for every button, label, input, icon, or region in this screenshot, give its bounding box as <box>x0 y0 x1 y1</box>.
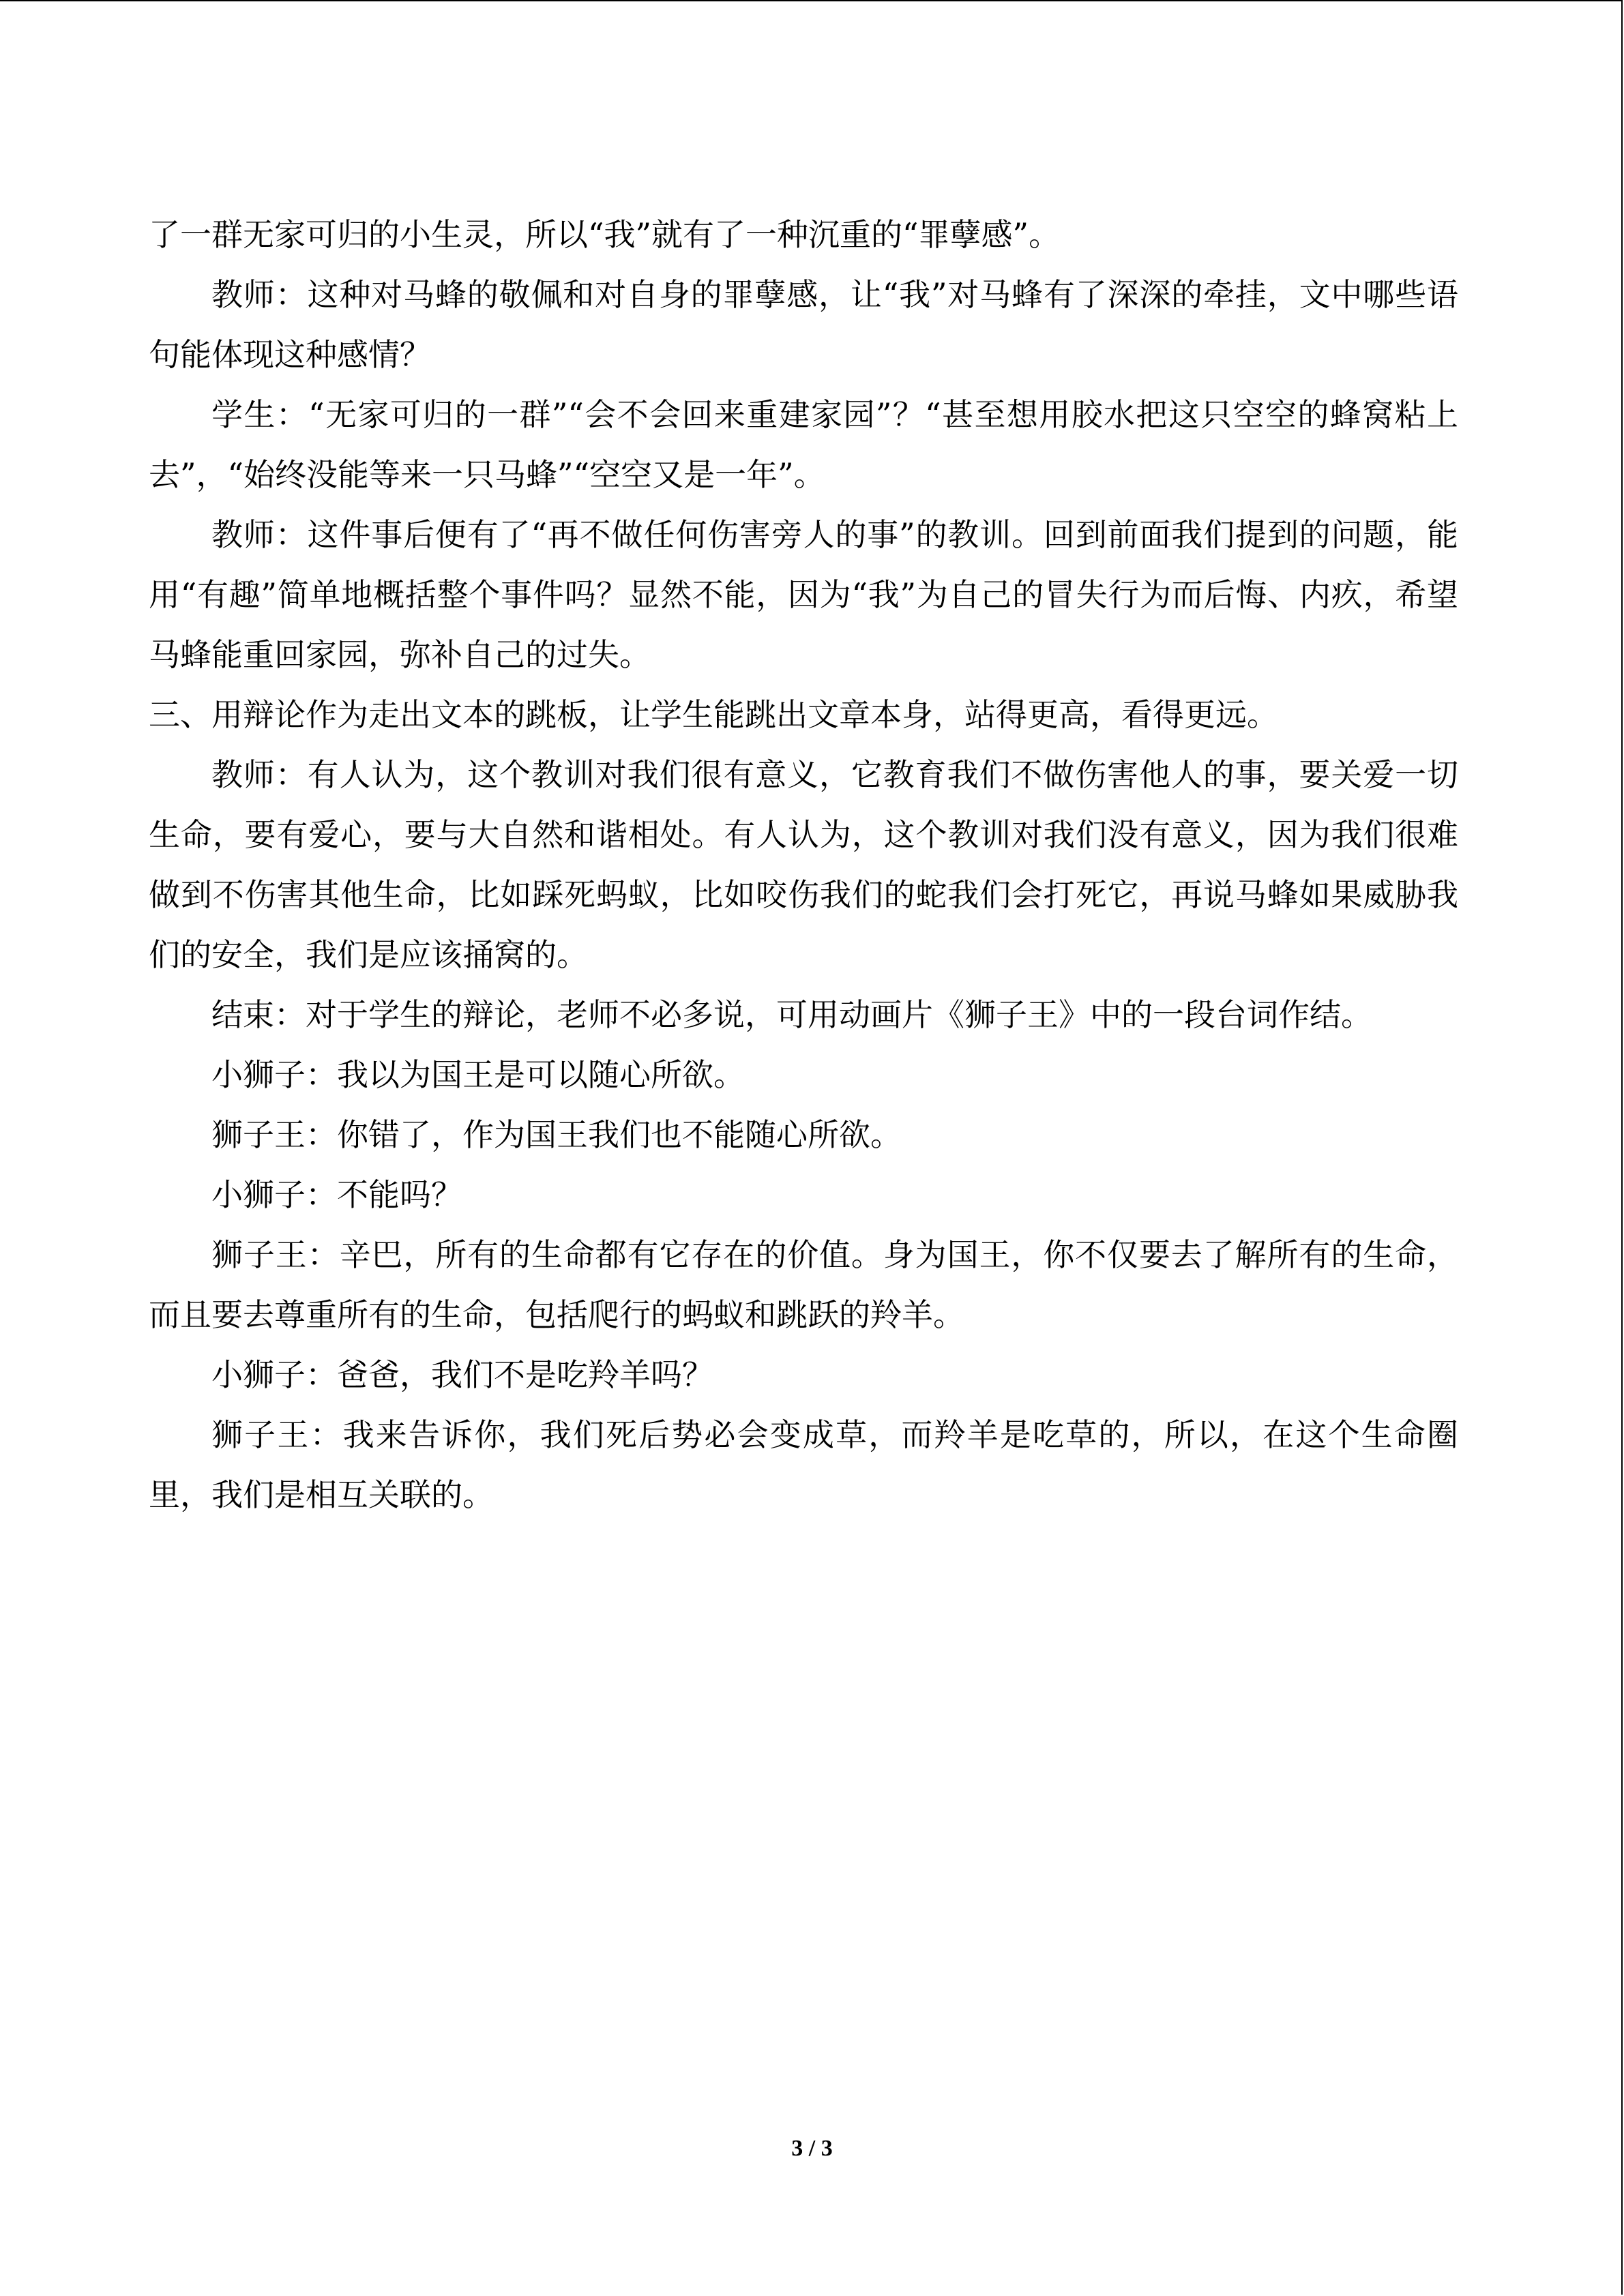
document-body <box>149 205 1458 1525</box>
paragraph: 教师：这件事后便有了“再不做任何伤害旁人的事”的教训。回到前面我们提到的问题，能用“有趣”简单地概括整个事件吗？显然不能，因为“我”为自己的冒失行为而后悔、内疚，希望马蜂能重回家园，弥补自己的过失。 <box>149 516 1458 673</box>
page-number: 3 / 3 <box>791 2136 833 2161</box>
dialogue-line: 小狮子：爸爸，我们不是吃羚羊吗？ <box>211 1356 713 1393</box>
dialogue-line: 小狮子：我以为国王是可以随心所欲。 <box>211 1056 745 1093</box>
section-heading: 三、用辩论作为走出文本的跳板，让学生能跳出文章本身，站得更高，看得更远。 <box>149 696 1278 733</box>
paragraph: 教师：这种对马蜂的敬佩和对自身的罪孽感，让“我”对马蜂有了深深的牵挂，文中哪些语句能体现这种感情？ <box>149 276 1458 373</box>
paragraph: 教师：有人认为，这个教训对我们很有意义，它教育我们不做伤害他人的事，要关爱一切生命，要有爱心，要与大自然和谐相处。有人认为，这个教训对我们没有意义，因为我们很难做到不伤害其他生命，比如踩死蚂蚁，比如咬伤我们的蛇我们会打死它，再说马蜂如果威胁我们的安全，我们是应该捅窝的。 <box>149 756 1458 973</box>
dialogue-line: 狮子王：你错了，作为国王我们也不能随心所欲。 <box>211 1116 902 1153</box>
paragraph: 学生：“无家可归的一群”“会不会回来重建家园”？“甚至想用胶水把这只空空的蜂窝粘上去”，“始终没能等来一只马蜂”“空空又是一年”。 <box>149 396 1458 493</box>
paragraph: 了一群无家可归的小生灵，所以“我”就有了一种沉重的“罪孽感”。 <box>149 216 1061 253</box>
dialogue-line: 狮子王：我来告诉你，我们死后势必会变成草，而羚羊是吃草的，所以，在这个生命圈里，我们是相互关联的。 <box>149 1416 1458 1513</box>
dialogue-line: 小狮子：不能吗？ <box>211 1176 462 1213</box>
dialogue-line: 狮子王：辛巴，所有的生命都有它存在的价值。身为国王，你不仅要去了解所有的生命，而且要去尊重所有的生命，包括爬行的蚂蚁和跳跃的羚羊。 <box>149 1236 1458 1333</box>
paragraph: 结束：对于学生的辩论，老师不必多说，可用动画片《狮子王》中的一段台词作结。 <box>211 996 1372 1033</box>
